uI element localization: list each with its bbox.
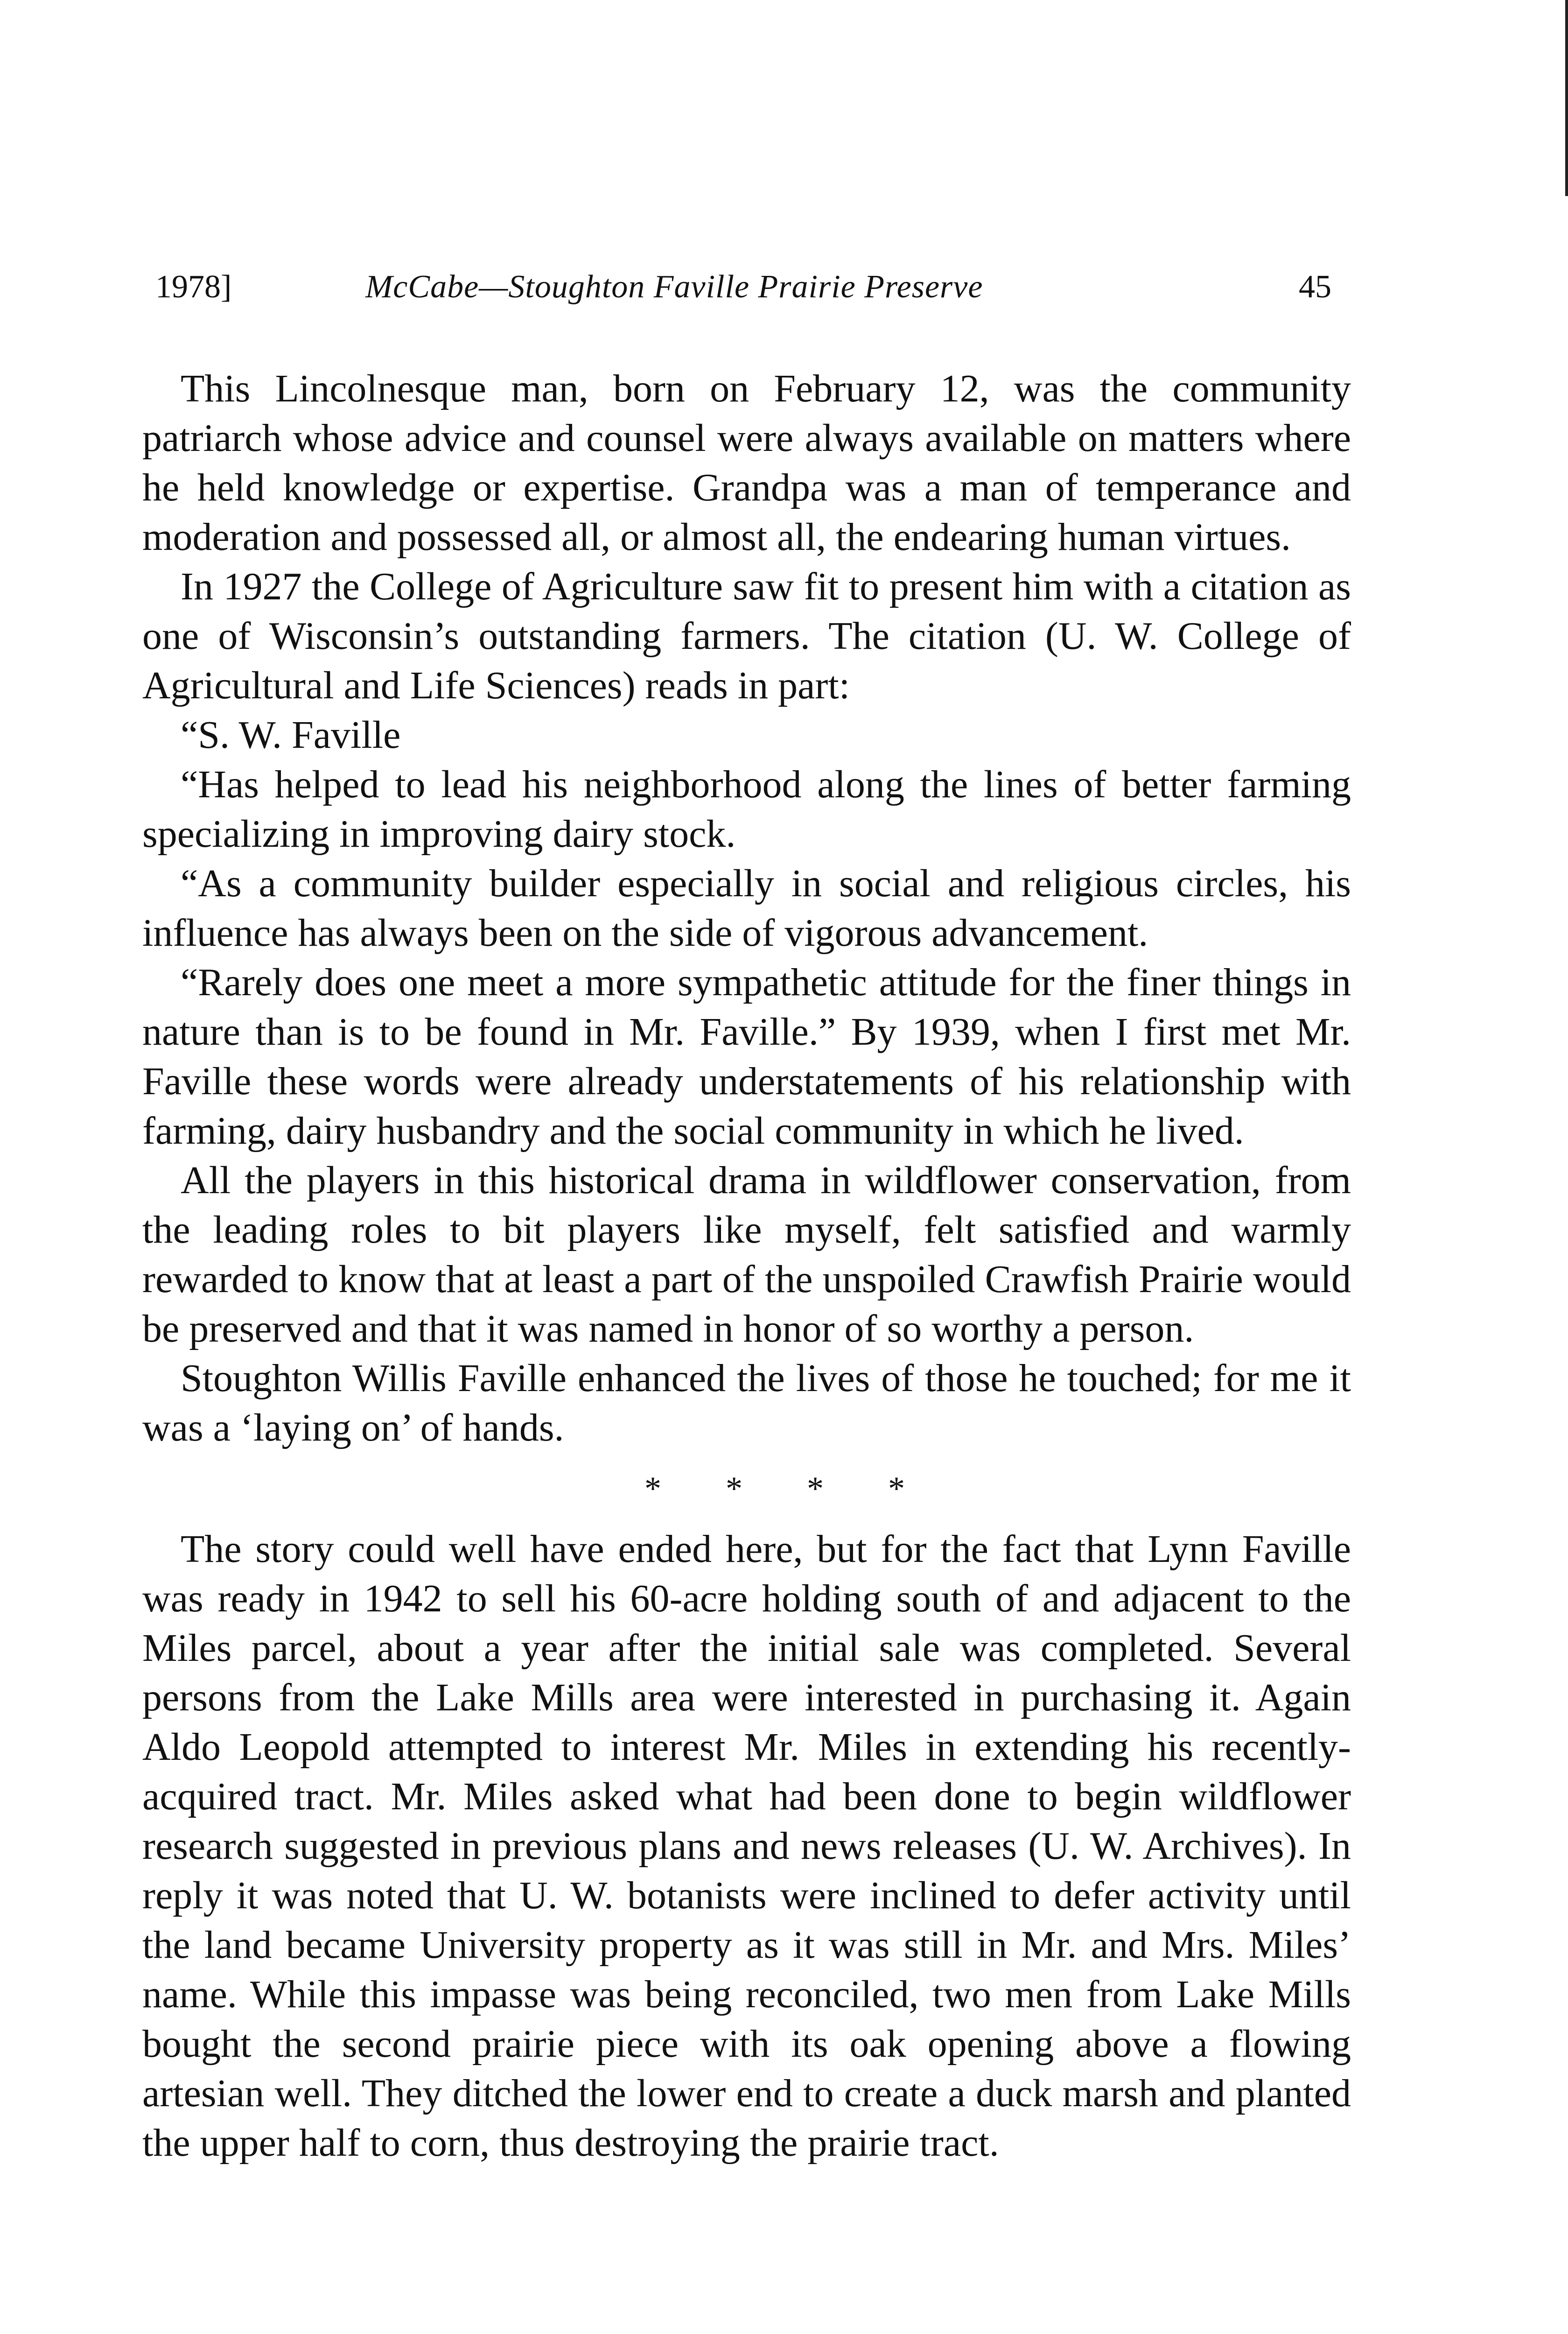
citation-quote: “As a community builder especially in social and religious circles, his influence has always been on the side of vigorous advancement. xyxy=(142,862,1351,955)
citation-quote: “Has helped to lead his neighborhood along the lines of better farming specializing in improving dairy stock. xyxy=(142,763,1351,856)
paragraph: Stoughton Willis Faville enhanced the lives of those he touched; for me it was a ‘laying on’ of hands. xyxy=(142,1357,1351,1449)
running-head xyxy=(155,261,1331,313)
section-separator: * * * * xyxy=(644,1470,905,1507)
paragraph: This Lincolnesque man, born on February 12, was the community patriarch whose advice and counsel were always available on matters where he held knowledge or expertise. Grandpa was a man of temperance and moderation and possessed all, or almost all, the endearing human virtues. xyxy=(142,367,1351,559)
page-number: 45 xyxy=(1299,269,1331,305)
page-edge-line xyxy=(1565,0,1568,196)
article-body xyxy=(142,364,1351,2168)
paragraph: All the players in this historical drama in wildflower conservation, from the leading roles to bit players like myself, felt satisfied and warmly rewarded to know that at least a part of the unspoiled Crawfish Prairie would be preserved and that it was named in honor of so worthy a person. xyxy=(142,1159,1351,1350)
paragraph: “Rarely does one meet a more sympathetic attitude for the finer things in nature than is to be found in Mr. Faville.” By 1939, when I first met Mr. Faville these words were already understatements of his relationship with farming, dairy husbandry and the social community in which he lived. xyxy=(142,961,1351,1153)
citation-name: “S. W. Faville xyxy=(181,713,401,757)
running-head-year: 1978] xyxy=(155,269,232,305)
paragraph: In 1927 the College of Agriculture saw fit to present him with a citation as one of Wisconsin’s outstanding farmers. The citation (U. W. College of Agricultural and Life Sciences) reads in part: xyxy=(142,565,1351,707)
closing-paragraph: The story could well have ended here, but for the fact that Lynn Faville was ready in 1942 to sell his 60-acre holding south of and adjacent to the Miles parcel, about a year after the initial sale was completed. Several persons from the Lake Mills area were interested in purchasing it. Again Aldo Leopold attempted to interest Mr. Miles in extending his recently-acquired tract. Mr. Miles asked what had been done to begin wildflower research suggested in previous plans and news releases (U. W. Archives). In reply it was noted that U. W. botanists were inclined to defer activity until the land became University property as it was still in Mr. and Mrs. Miles’ name. While this impasse was being reconciled, two men from Lake Mills bought the second prairie piece with its oak opening above a flowing artesian well. They ditched the lower end to create a duck marsh and planted the upper half to corn, thus destroying the prairie tract. xyxy=(142,1527,1351,2165)
running-head-title: McCabe—Stoughton Faville Prairie Preserve xyxy=(365,269,983,305)
